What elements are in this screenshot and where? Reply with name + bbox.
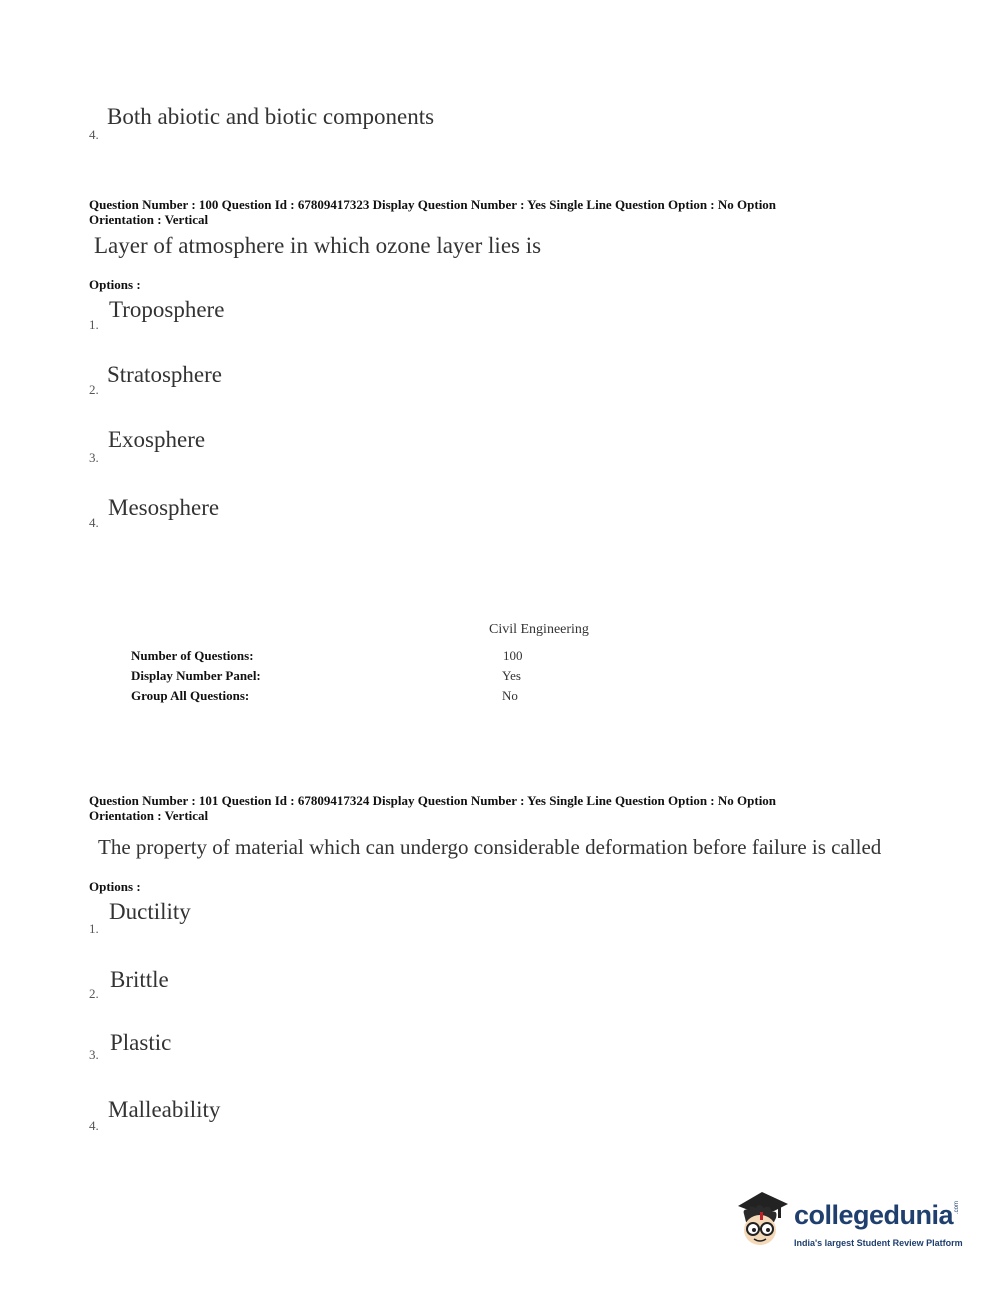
section-value: Yes: [502, 668, 521, 683]
question-meta-line: Orientation : Vertical: [89, 212, 209, 227]
option-number: 1.: [89, 317, 99, 332]
section-label: Number of Questions:: [131, 648, 254, 663]
option-4-text: Malleability: [108, 1097, 221, 1122]
collegedunia-logo: [734, 1188, 964, 1258]
section-title: Civil Engineering: [489, 622, 589, 637]
question-100-metadata: [89, 197, 889, 227]
option-number: 3.: [89, 1047, 99, 1062]
option-number: 4.: [89, 515, 99, 530]
options-label: Options :: [89, 277, 141, 292]
option-number: 1.: [89, 921, 99, 936]
option-1-text: Troposphere: [109, 297, 225, 322]
option-number: 4.: [89, 127, 99, 142]
options-label: Options :: [89, 879, 141, 894]
logo-suffix: .com: [954, 1200, 960, 1214]
option-number: 2.: [89, 986, 99, 1001]
question-meta-line: Orientation : Vertical: [89, 808, 209, 823]
section-value: 100: [503, 648, 523, 663]
option-number: 2.: [89, 382, 99, 397]
option-1-text: Ductility: [109, 899, 191, 924]
section-value: No: [502, 688, 518, 703]
option-2-text: Brittle: [110, 967, 169, 992]
option-2-text: Stratosphere: [107, 362, 222, 387]
logo-wordmark: collegedunia: [794, 1200, 954, 1230]
question-meta-line: Question Number : 101 Question Id : 67809417324 Display Question Number : Yes Single Line Question Option : No Option: [89, 793, 777, 808]
option-4-text: Mesosphere: [108, 495, 220, 520]
question-100-text: Layer of atmosphere in which ozone layer lies is: [94, 233, 542, 258]
section-label: Display Number Panel:: [131, 668, 261, 683]
question-101-metadata: [89, 793, 889, 823]
question-101-text: The property of material which can undergo considerable deformation before failure is called: [98, 835, 882, 859]
option-3-text: Exosphere: [108, 427, 206, 452]
logo-tagline: India's largest Student Review Platform: [794, 1238, 963, 1248]
option-number: 3.: [89, 450, 99, 465]
option-3-text: Plastic: [110, 1030, 172, 1055]
mascot-graduation-cap-icon: [734, 1188, 792, 1258]
section-label: Group All Questions:: [131, 688, 250, 703]
option-text: Both abiotic and biotic components: [107, 104, 435, 129]
question-meta-line: Question Number : 100 Question Id : 67809417323 Display Question Number : Yes Single Line Question Option : No Option: [89, 197, 777, 212]
option-number: 4.: [89, 1118, 99, 1133]
